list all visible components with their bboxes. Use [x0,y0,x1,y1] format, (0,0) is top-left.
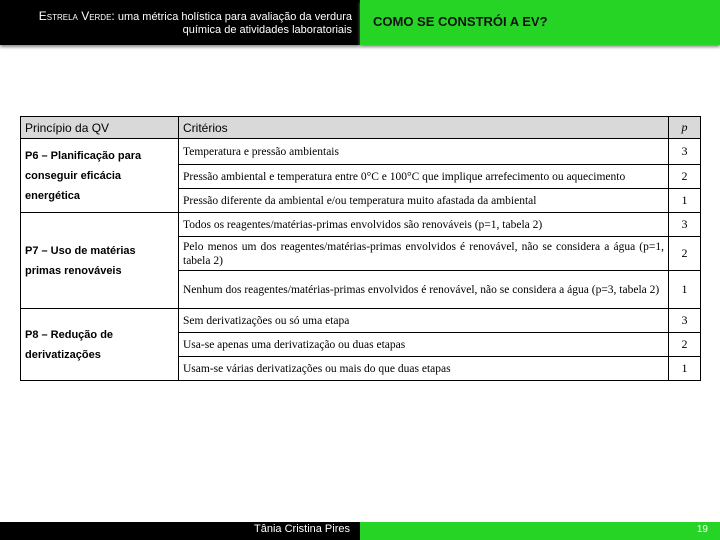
score-cell: 3 [669,139,701,165]
table-row [21,139,701,165]
criteria-table [20,116,701,381]
title-text: uma métrica holística para avaliação da verdura [114,11,352,23]
score-cell: 1 [669,189,701,213]
header-principle: Princípio da QV [21,117,179,139]
score-cell: 2 [669,165,701,189]
principle-cell: P6 – Planificação para conseguir eficácia energética [21,139,179,213]
section-title: COMO SE CONSTRÓI A EV? [373,14,548,29]
table-row [21,213,701,237]
section-header [360,0,720,45]
score-cell: 2 [669,237,701,271]
criterion-cell: Pressão diferente da ambiental e/ou temperatura muito afastada da ambiental [179,189,669,213]
criterion-cell: Todos os reagentes/matérias-primas envolvidos são renováveis (p=1, tabela 2) [179,213,669,237]
title-brand: Estrela Verde: [38,9,115,23]
principle-cell: P7 – Uso de matérias primas renováveis [21,213,179,309]
score-cell: 3 [669,309,701,333]
table-header-row [21,117,701,139]
criterion-cell: Sem derivatizações ou só uma etapa [179,309,669,333]
title-line2: química de atividades laboratoriais [182,24,352,36]
criterion-cell: Temperatura e pressão ambientais [179,139,669,165]
score-cell: 1 [669,357,701,381]
header-criteria: Critérios [179,117,669,139]
score-cell: 3 [669,213,701,237]
page-number: 19 [360,522,720,540]
score-cell: 2 [669,333,701,357]
header-p: p [669,117,701,139]
presentation-title [0,0,360,45]
criterion-cell: Usa-se apenas uma derivatização ou duas etapas [179,333,669,357]
criterion-cell: Nenhum dos reagentes/matérias-primas envolvidos é renovável, não se considera a água (p=3, tabela 2) [179,271,669,309]
footer-author: Tânia Cristina Pires [0,522,360,540]
criterion-cell: Pelo menos um dos reagentes/matérias-primas envolvidos é renovável, não se considera a água (p=1, tabela 2) [179,237,669,271]
principle-cell: P8 – Redução de derivatizações [21,309,179,381]
criterion-cell: Pressão ambiental e temperatura entre 0°C e 100°C que implique arrefecimento ou aquecimento [179,165,669,189]
table-row [21,309,701,333]
score-cell: 1 [669,271,701,309]
criterion-cell: Usam-se várias derivatizações ou mais do que duas etapas [179,357,669,381]
